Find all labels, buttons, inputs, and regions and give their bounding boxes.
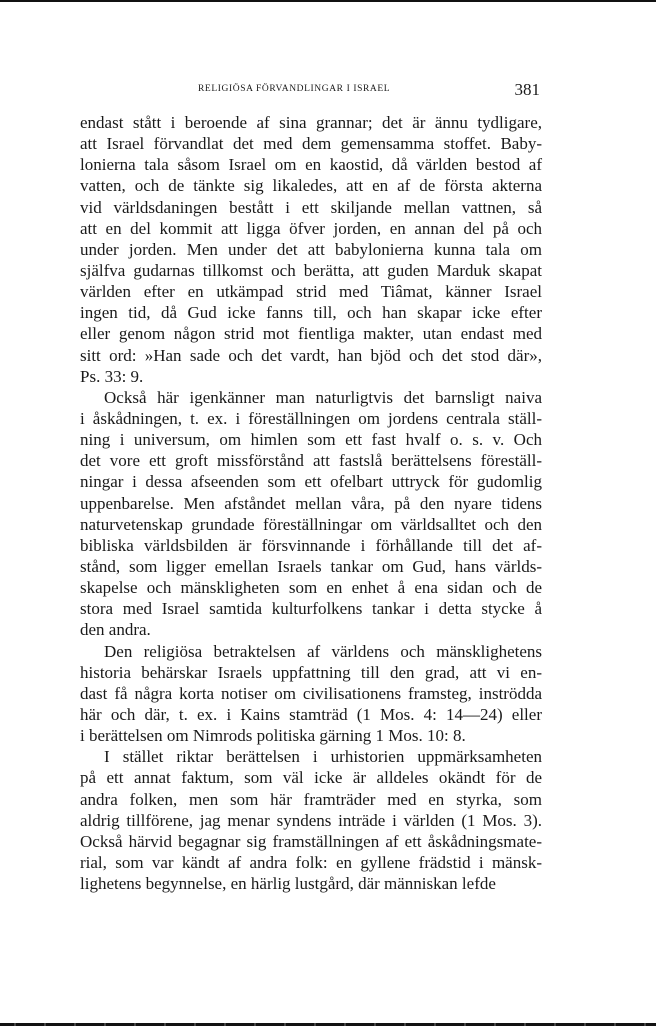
text-line: själfva gudarnas tillkomst och berätta, att guden Marduk skapat (80, 260, 542, 280)
text-line: skapelse och mänskligheten som en enhet å ena sidan och de (80, 578, 542, 598)
text-line: uppenbarelse. Men afståndet mellan våra, på den nyare tidens (80, 493, 542, 513)
text-line: lighetens begynnelse, en härlig lustgård, där människan lefde (80, 874, 496, 894)
text-line: Ps. 33: 9. (80, 366, 144, 386)
text-line: i berättelsen om Nimrods politiska gärning 1 Mos. 10: 8. (80, 726, 466, 746)
paragraph-start-line: Den religiösa betraktelsen af världens och mänsklighetens (104, 641, 542, 661)
text-line: eller genom någon strid mot fientliga makter, utan endast med (80, 324, 542, 344)
text-line: världen efter en utkämpad strid med Tiâmat, känner Israel (80, 282, 542, 302)
text-line: endast stått i beroende af sina grannar; det är ännu tydligare, (80, 113, 542, 132)
text-line: vatten, och de tänkte sig likaledes, att en af de första akterna (80, 176, 542, 196)
paragraph-start-line: Också här igenkänner man naturligtvis det barnsligt naiva (104, 387, 542, 407)
text-line: aldrig tillförene, jag menar syndens inträde i världen (1 Mos. 3). (80, 810, 542, 830)
text-line: på ett annat faktum, som väl icke är alldeles okändt för de (80, 768, 542, 788)
text-line: här och där, t. ex. i Kains stamträd (1 Mos. 4: 14—24) eller (80, 704, 542, 724)
text-line: det vore ett groft missförstånd att fastslå berättelsens föreställ- (80, 451, 542, 471)
text-line: andra folken, men som här framträder med en styrka, som (80, 789, 542, 809)
paragraph-start-line: I stället riktar berättelsen i urhistorien uppmärksamheten (104, 747, 542, 767)
running-head: RELIGIÖSA FÖRVANDLINGAR I ISRAEL (198, 84, 391, 94)
text-line: rial, som var kändt af andra folk: en gyllene frädstid i mänsk- (80, 852, 542, 872)
text-line: lonierna tala såsom Israel om en kaostid, då världen bestod af (80, 155, 542, 175)
page-number: 381 (514, 80, 540, 99)
text-line: stora med Israel samtida kulturfolkens tankar i detta stycke å (80, 599, 542, 619)
page-header (80, 80, 542, 104)
text-line: den andra. (80, 620, 151, 640)
text-line: sitt ord: »Han sade och det vardt, han bjöd och det stod där», (80, 345, 542, 365)
text-line: att Israel förvandlat det med dem gemensamma stoffet. Baby- (80, 134, 542, 154)
top-scan-edge (0, 0, 656, 2)
body-text (80, 112, 542, 894)
text-line: bibliska världsbilden är försvinnande i förhållande till det af- (80, 535, 542, 555)
text-line: ningar i dessa afseenden som ett ofelbart uttryck för gudomlig (80, 472, 542, 492)
text-line: i åskådningen, t. ex. i föreställningen om jordens centrala ställ- (80, 408, 542, 428)
text-line: att en del kommit att ligga öfver jorden, en annan del på och (80, 218, 542, 238)
text-line: Också härvid begagnar sig framställningen af ett åskådningsmate- (80, 831, 542, 851)
text-line: historia behärskar Israels uppfattning till den grad, att vi en- (80, 662, 542, 682)
text-line: ning i universum, om himlen som ett fast hvalf o. s. v. Och (80, 430, 542, 450)
text-line: under jorden. Men under det att babylonierna kunna tala om (80, 239, 542, 259)
text-line: vid världsdaningen bestått i ett skiljande mellan vattnen, så (80, 197, 542, 217)
text-line: stånd, som ligger emellan Israels tankar om Gud, hans världs- (80, 556, 542, 576)
text-line: dast få några korta notiser om civilisationens framsteg, inströdda (80, 683, 542, 703)
text-line: ingen tid, då Gud icke fanns till, och han skapar icke efter (80, 303, 542, 323)
text-line: naturvetenskap grundade föreställningar om världsalltet och den (80, 514, 542, 534)
